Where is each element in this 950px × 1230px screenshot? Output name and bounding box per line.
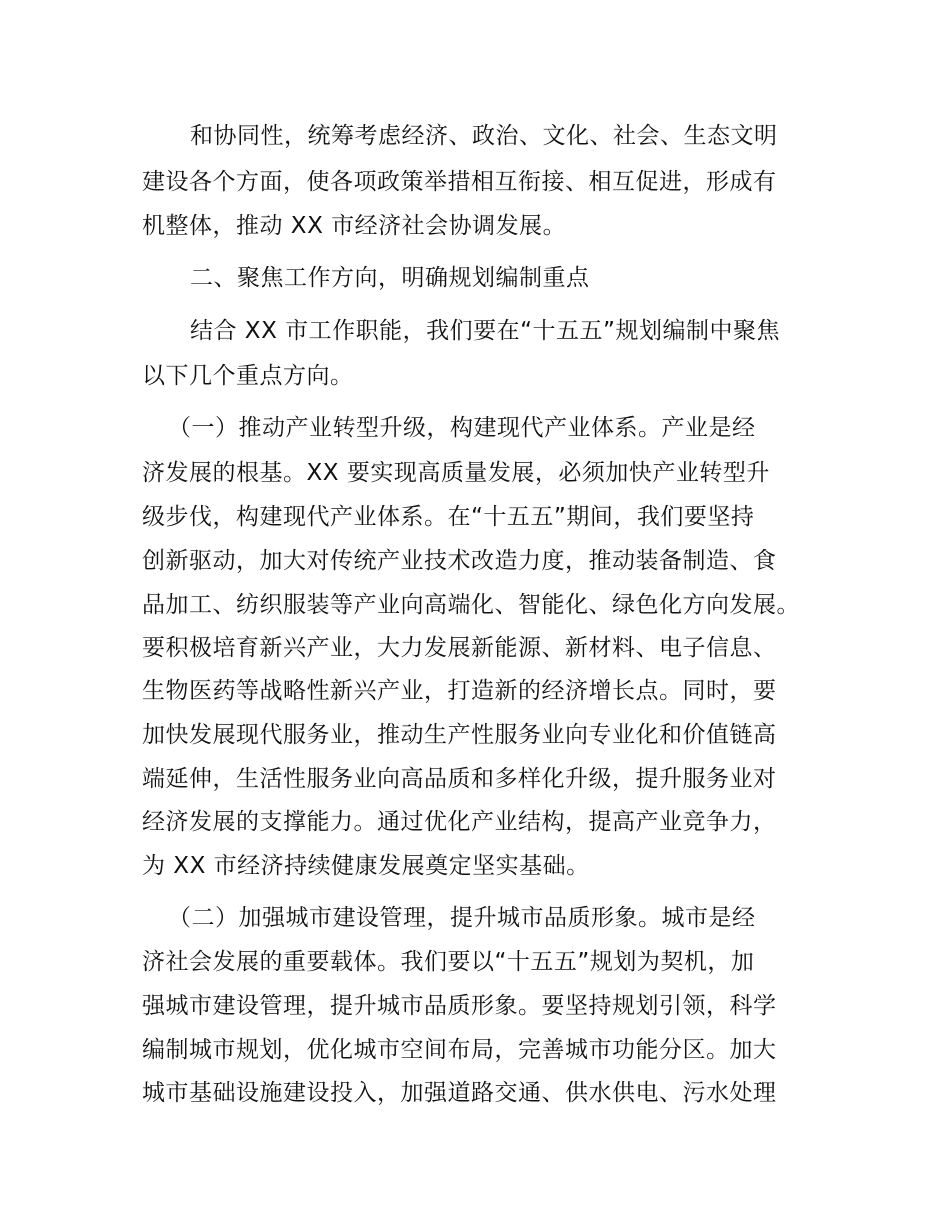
text-line: 品加工、纺织服装等产业向高端化、智能化、绿色化方向发展。	[142, 592, 800, 618]
text-line: 编制城市规划，优化城市空间布局，完善城市功能分区。加大	[142, 1037, 777, 1063]
text-line: 城市基础设施建设投入，加强道路交通、供水供电、污水处理	[142, 1080, 777, 1106]
text-line: 端延伸，生活性服务业向高品质和多样化升级，提升服务业对	[142, 766, 777, 792]
text-line: 建设各个方面，使各项政策举措相互衔接、相互促进，形成有	[142, 169, 777, 195]
text-line: 经济发展的支撑能力。通过优化产业结构，提高产业竞争力，	[142, 809, 777, 835]
text-line: 济发展的根基。XX 要实现高质量发展，必须加快产业转型升	[142, 460, 770, 486]
text-line: 创新驱动，加大对传统产业技术改造力度，推动装备制造、食	[142, 548, 777, 574]
text-line: 以下几个重点方向。	[142, 363, 354, 389]
text-line: 级步伐，构建现代产业体系。在“十五五”期间，我们要坚持	[142, 504, 755, 530]
text-line: 和协同性，统筹考虑经济、政治、文化、社会、生态文明	[190, 123, 778, 149]
section-heading: 二、聚焦工作方向，明确规划编制重点	[190, 265, 590, 291]
subsection-line: （一）推动产业转型升级，构建现代产业体系。产业是经	[168, 415, 756, 441]
text-line: 加快发展现代服务业，推动生产性服务业向专业化和价值链高	[142, 722, 777, 748]
text-line: 强城市建设管理，提升城市品质形象。要坚持规划引领，科学	[142, 993, 777, 1019]
subsection-line: （二）加强城市建设管理，提升城市品质形象。城市是经	[168, 905, 756, 931]
text-line: 要积极培育新兴产业，大力发展新能源、新材料、电子信息、	[142, 635, 777, 661]
text-line: 生物医药等战略性新兴产业，打造新的经济增长点。同时，要	[142, 678, 777, 704]
text-line: 结合 XX 市工作职能，我们要在“十五五”规划编制中聚焦	[190, 318, 780, 344]
text-line: 济社会发展的重要载体。我们要以“十五五”规划为契机，加	[142, 949, 755, 975]
text-line: 机整体，推动 XX 市经济社会协调发展。	[142, 213, 567, 239]
text-line: 为 XX 市经济持续健康发展奠定坚实基础。	[142, 853, 590, 879]
